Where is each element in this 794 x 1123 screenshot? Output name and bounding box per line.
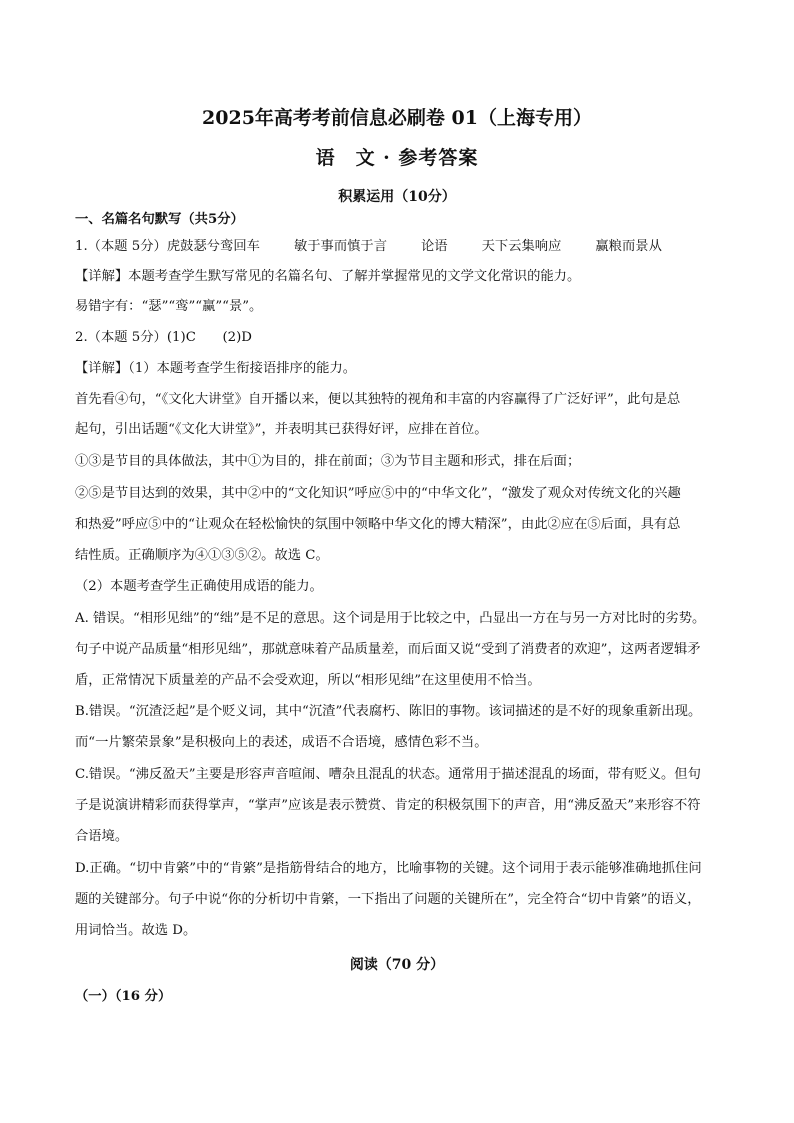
detail-line: A. 错误。“相形见绌”的“绌”是不足的意思。这个词是用于比较之中，凸显出一方在与另一方对比时的劣势。 (75, 611, 706, 626)
q1-answer-line (75, 238, 725, 256)
q1-answer-5: 赢粮而景从 (595, 239, 662, 254)
detail-line: 和热爱”呼应⑤中的“让观众在轻松愉快的氛围中领略中华文化的博大精深”，由此②应在⑤后面，具有总 (75, 517, 681, 532)
detail-line: （2）本题考查学生正确使用成语的能力。 (75, 579, 323, 594)
detail-line: ①③是节目的具体做法，其中①为目的，排在前面；③为节目主题和形式，排在后面； (75, 454, 581, 469)
detail-line: 用词恰当。故选 D。 (75, 923, 197, 938)
q1-answer-4: 天下云集响应 (481, 239, 562, 254)
detail-line: D.正确。“切中肯綮”中的“肯綮”是指筋骨结合的地方，比喻事物的关键。这个词用于表示能够准确地抓住问 (75, 861, 702, 876)
part1-heading: 一、名篇名句默写（共5分） (75, 212, 244, 227)
q1-answer-1: 虎鼓瑟兮鸾回车 (166, 239, 260, 254)
document-title: 2025年高考考前信息必刷卷 01（上海专用） (202, 107, 592, 129)
detail-line: 合语境。 (75, 829, 129, 844)
detail-line: 而“一片繁荣景象”是积极向上的表述，成语不合语境，感情色彩不当。 (75, 735, 488, 750)
detail-line: 题的关键部分。句子中说“你的分析切中肯綮，一下指出了问题的关键所在”，完全符合“切中肯綮”的语义， (75, 892, 701, 907)
detail-line: 起句，引出话题“《文化大讲堂》”，并表明其已获得好评，应排在首位。 (75, 422, 488, 437)
detail-line: 盾，正常情况下质量差的产品不会受欢迎，所以“相形见绌”在这里使用不恰当。 (75, 673, 541, 688)
detail-line: 【详解】（1）本题考查学生衔接语排序的能力。 (75, 361, 357, 376)
detail-line: 子是说演讲精彩而获得掌声，“掌声”应该是表示赞赏、肯定的积极氛围下的声音，用“沸反盈天”来形容不符 (75, 798, 701, 813)
detail-line: 首先看④句，“《文化大讲堂》自开播以来，便以其独特的视角和丰富的内容赢得了广泛好评”，此句是总 (75, 392, 681, 407)
document-subtitle: 语 文 · 参考答案 (315, 147, 479, 169)
q1-errors: 易错字有：“瑟”“鸾”“赢”“景”。 (75, 299, 263, 314)
detail-line: 结性质。正确顺序为④①③⑤②。故选 C。 (75, 548, 329, 563)
detail-line: ②⑤是节目达到的效果，其中②中的“文化知识”呼应⑤中的“中华文化”，“激发了观众对传统文化的兴趣 (75, 486, 681, 501)
q1-answer-2: 敏于事而慎于言 (293, 239, 388, 254)
q1-detail: 【详解】本题考查学生默写常见的名篇名句、了解并掌握常见的文学文化常识的能力。 (75, 269, 581, 284)
reading-subheading: （一）（16 分） (75, 989, 172, 1004)
q2-answer-line: 2.（本题 5分）(1)C (2)D (75, 330, 252, 345)
section-heading-accumulation: 积累运用（10分） (338, 189, 456, 205)
section-heading-reading: 阅读（70 分） (349, 957, 445, 973)
detail-line: 句子中说产品质量“相形见绌”，那就意味着产品质量差，而后面又说“受到了消费者的欢迎”，这两者逻辑矛 (75, 642, 701, 657)
q1-answer-3: 论语 (421, 239, 448, 254)
detail-line: C.错误。“沸反盈天”主要是形容声音喧闹、嘈杂且混乱的状态。通常用于描述混乱的场面，带有贬义。但句 (75, 767, 701, 782)
detail-line: B.错误。“沉渣泛起”是个贬义词，其中“沉渣”代表腐朽、陈旧的事物。该词描述的是不好的现象重新出现。 (75, 704, 702, 719)
q1-label: 1.（本题 5分） (75, 239, 167, 254)
